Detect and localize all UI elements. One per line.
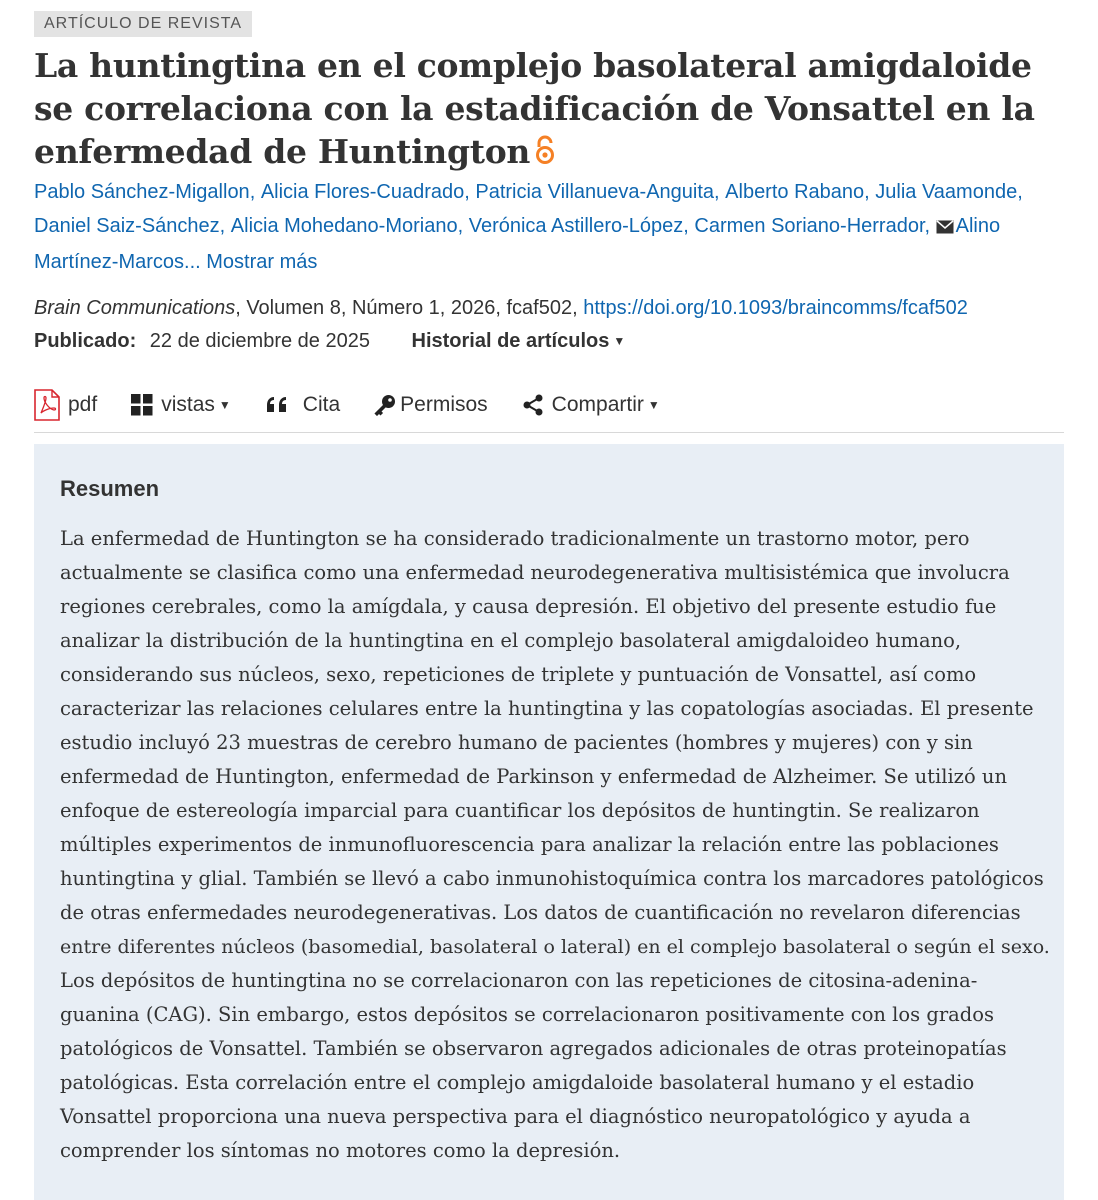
doi-link[interactable]: https://doi.org/10.1093/braincomms/fcaf502 — [583, 297, 968, 319]
abstract-line: Los depósitos de huntingtina no se correlacionaron con las repeticiones de citosina-adenina- — [60, 969, 978, 992]
pdf-icon — [34, 389, 60, 421]
grid-icon — [131, 394, 153, 416]
chevron-down-icon: ▼ — [218, 398, 231, 412]
abstract-line: enfoque de estereología imparcial para cuantificar los depósitos de huntingtin. Se realizaron — [60, 799, 980, 822]
abstract-line: caracterizar las relaciones celulares entre la huntingtina y las copatologías asociadas. El presente — [60, 697, 1034, 720]
abstract-line: múltiples experimentos de inmunofluorescencia para analizar la relación entre las poblaciones — [60, 833, 999, 856]
show-more-link[interactable]: Mostrar más — [206, 251, 318, 273]
open-access-icon — [534, 132, 556, 175]
chevron-down-icon: ▼ — [647, 398, 660, 412]
abstract-line: de otras enfermedades neurodegenerativas. Los datos de cuantificación no revelaron diferencias — [60, 901, 1021, 924]
abstract-line: La enfermedad de Huntington se ha considerado tradicionalmente un trastorno motor, pero — [60, 527, 970, 550]
published-label: Publicado: — [34, 330, 137, 352]
abstract-section — [34, 444, 1064, 1200]
article-history-label: Historial de artículos — [411, 330, 610, 352]
published-line — [34, 326, 1074, 356]
abstract-line: patológicas. Esta correlación entre el complejo amigdaloide basolateral humano y el estadio — [60, 1071, 975, 1094]
abstract-line: patológicos de Vonsattel. También se observaron agregados adicionales de otras proteinopatías — [60, 1037, 1007, 1060]
cite-button[interactable] — [265, 386, 340, 424]
permissions-button[interactable] — [374, 386, 488, 424]
abstract-line: analizar la distribución de la huntingtina en el complejo basolateral amigdaloideo humano, — [60, 629, 962, 652]
views-label: vistas — [161, 393, 215, 416]
pdf-label: pdf — [68, 393, 98, 416]
published-date: 22 de diciembre de 2025 — [149, 330, 370, 352]
author-link[interactable]: Carmen Soriano-Herrador — [694, 215, 925, 237]
author-link[interactable]: Alicia Flores-Cuadrado — [260, 181, 465, 203]
journal-name: Brain Communications — [34, 297, 236, 319]
share-label: Compartir — [551, 393, 644, 416]
share-icon — [522, 394, 544, 416]
article-title-text: La huntingtina en el complejo basolateral amigdaloide se correlaciona con la estadificación de Vonsattel en la enfermedad de Huntington — [34, 46, 1035, 171]
permissions-label: Permisos — [400, 393, 488, 416]
corresponding-author-link[interactable]: Alino Martínez-Marcos — [34, 215, 1001, 273]
abstract-body — [60, 522, 1050, 1168]
pdf-button[interactable] — [34, 386, 97, 424]
abstract-line: guanina (CAG). Sin embargo, estos depósitos se correlacionaron positivamente con los grados — [60, 1003, 995, 1026]
views-dropdown[interactable] — [131, 386, 231, 424]
article-title — [34, 44, 1074, 175]
author-link[interactable]: Alberto Rabano — [725, 181, 865, 203]
article-history-dropdown[interactable] — [412, 330, 626, 352]
abstract-line: actualmente se clasifica como una enfermedad neurodegenerativa multisistémica que involucra — [60, 561, 1010, 584]
author-link[interactable]: Patricia Villanueva-Anguita — [475, 181, 715, 203]
abstract-heading: Resumen — [60, 476, 160, 501]
envelope-icon — [936, 211, 954, 245]
abstract-line: entre diferentes núcleos (basomedial, basolateral o lateral) en el complejo basolateral o según el sexo. — [60, 936, 1050, 958]
abstract-line: enfermedad de Huntington, enfermedad de Parkinson y enfermedad de Alzheimer. Se utilizó un — [60, 765, 1008, 788]
abstract-line: huntingtina y glial. También se llevó a cabo inmunohistoquímica contra los marcadores patológicos — [60, 867, 1044, 890]
share-dropdown[interactable] — [522, 386, 660, 424]
author-list: Pablo Sánchez-Migallon, Alicia Flores-Cuadrado, Patricia Villanueva-Anguita, Alberto Rabano, Julia Vaamonde, Daniel Saiz-Sánchez, Alicia Mohedano-Moriano, Verónica Astillero-López, Carmen Soriano-Herrador, Alino Martínez-Marcos... Mostrar más — [34, 181, 1023, 273]
author-link[interactable]: Verónica Astillero-López — [468, 215, 684, 237]
citation-line — [34, 293, 1094, 323]
cite-label: Cita — [302, 393, 341, 416]
author-link[interactable]: Pablo Sánchez-Migallon — [34, 181, 250, 203]
author-link[interactable]: Alicia Mohedano-Moriano — [230, 215, 458, 237]
article-toolbar — [34, 386, 1064, 433]
abstract-line: comprender los síntomas no motores como la depresión. — [60, 1139, 621, 1162]
abstract-line: Vonsattel proporciona una nueva perspectiva para el diagnóstico neuropatológico y ayuda a — [60, 1105, 971, 1128]
key-icon — [374, 394, 396, 416]
quote-icon — [265, 396, 289, 414]
citation-details: , Volumen 8, Número 1, 2026, fcaf502, — [235, 297, 584, 319]
abstract-line: considerando sus núcleos, sexo, repeticiones de triplete y puntuación de Vonsattel, así como — [60, 663, 977, 686]
author-link[interactable]: Daniel Saiz-Sánchez — [34, 215, 220, 237]
chevron-down-icon: ▼ — [613, 334, 626, 348]
abstract-line: regiones cerebrales, como la amígdala, y causa depresión. El objetivo del presente estudio fue — [60, 595, 997, 618]
author-link[interactable]: Julia Vaamonde — [875, 181, 1018, 203]
article-type-badge: ARTÍCULO DE REVISTA — [34, 11, 252, 37]
author-ellipsis: ... — [184, 251, 201, 273]
abstract-line: estudio incluyó 23 muestras de cerebro humano de pacientes (hombres y mujeres) con y sin — [60, 731, 973, 754]
